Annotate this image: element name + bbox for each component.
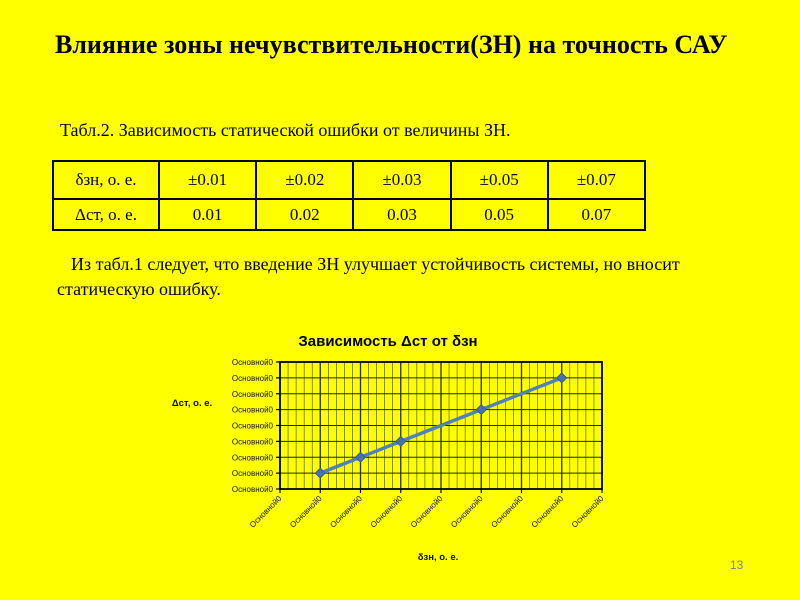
y-tick-label: Основной0 <box>231 437 273 447</box>
x-tick-label: Основной0 <box>489 494 525 530</box>
table-cell: ±0.07 <box>548 161 645 199</box>
slide-title: Влияние зоны нечувствительности(ЗН) на точность САУ <box>55 30 728 59</box>
table-cell: 0.05 <box>451 199 548 230</box>
x-tick-label: Основной0 <box>328 494 364 530</box>
y-tick-label: Основной0 <box>231 469 273 479</box>
x-tick-label: Основной0 <box>247 494 284 530</box>
chart-svg <box>160 322 640 584</box>
y-axis-title: Δст, о. е. <box>171 398 213 409</box>
x-tick-label: Основной0 <box>288 494 324 530</box>
x-axis-title: δзн, о. е. <box>417 552 459 563</box>
page-number: 13 <box>730 558 744 572</box>
table-cell: 0.02 <box>256 199 353 230</box>
table-caption: Табл.2. Зависимость статической ошибки от величины ЗН. <box>60 120 511 140</box>
static-error-table <box>52 160 646 231</box>
table-cell: ±0.01 <box>159 161 256 199</box>
y-tick-label: Основной0 <box>231 373 273 383</box>
table-cell: Δст, о. е. <box>53 199 159 230</box>
chart-title: Зависимость Δст от δзн <box>298 333 478 350</box>
table-cell: 0.01 <box>159 199 256 230</box>
data-point-marker <box>396 436 406 446</box>
table-cell: 0.07 <box>548 199 645 230</box>
table-cell: ±0.03 <box>353 161 450 199</box>
y-tick-label: Основной0 <box>231 453 273 463</box>
table-cell: δзн, о. е. <box>53 161 159 199</box>
table-row <box>53 161 645 199</box>
body-paragraph: Из табл.1 следует, что введение ЗН улучшает устойчивость системы, но вносит статическую ошибку. <box>57 254 680 299</box>
y-tick-label: Основной0 <box>231 389 273 399</box>
x-tick-label: Основной0 <box>529 494 566 530</box>
y-tick-label: Основной0 <box>231 485 273 494</box>
table-cell: 0.03 <box>353 199 450 230</box>
x-tick-label: Основной0 <box>449 494 485 530</box>
x-tick-label: Основной0 <box>569 494 606 530</box>
data-point-marker <box>315 468 325 478</box>
table-cell: ±0.05 <box>451 161 548 199</box>
y-tick-label: Основной0 <box>231 421 273 431</box>
y-tick-label: Основной0 <box>231 358 273 367</box>
x-tick-label: Основной0 <box>368 494 405 530</box>
data-point-marker <box>356 452 366 462</box>
x-tick-label: Основной0 <box>408 494 445 530</box>
table-cell: ±0.02 <box>256 161 353 199</box>
data-point-marker <box>476 405 486 415</box>
table-row <box>53 199 645 230</box>
y-tick-label: Основной0 <box>231 405 273 415</box>
dst-vs-dzn-chart <box>160 322 640 584</box>
data-point-marker <box>557 373 567 383</box>
